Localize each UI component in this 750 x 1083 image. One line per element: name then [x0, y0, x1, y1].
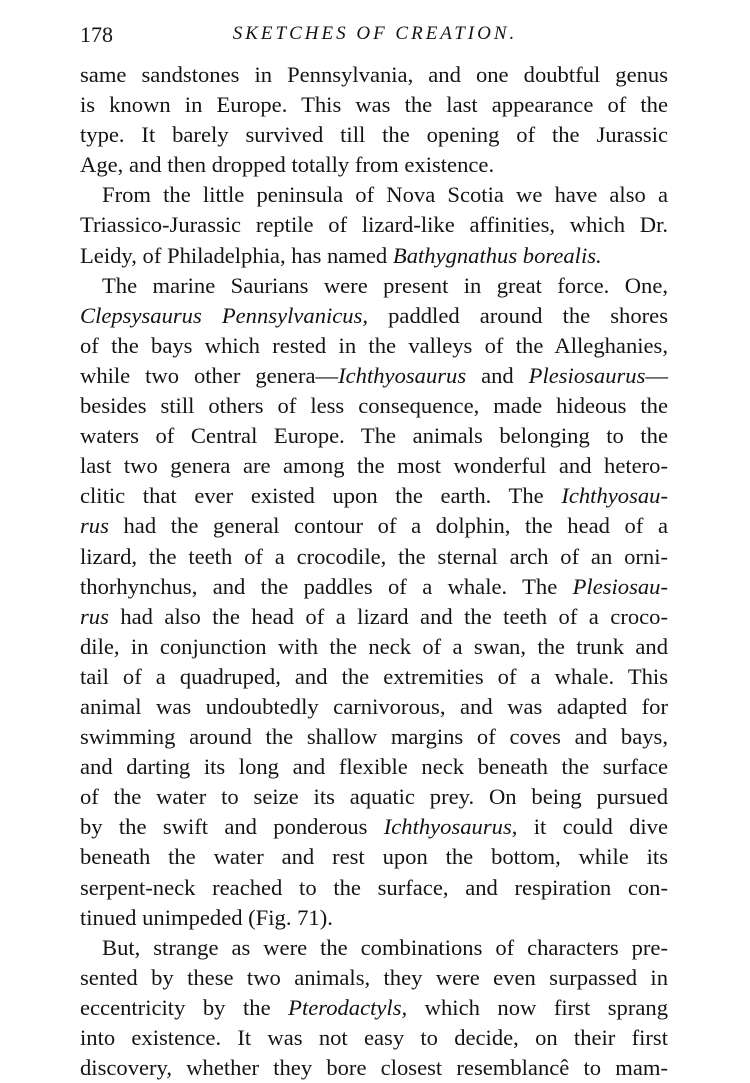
text-line [80, 812, 668, 842]
text-run: lizard, the teeth of a crocodile, the sternal arch of an orni- [80, 543, 668, 569]
text-run: Triassico-Jurassic reptile of lizard-like affinities, which Dr. [80, 212, 668, 238]
running-title: SKETCHES OF CREATION. [232, 23, 518, 44]
text-run: and [466, 362, 529, 388]
page-header [80, 22, 670, 52]
text-run: Leidy, of Philadelphia, has named [80, 242, 393, 268]
text-line [80, 692, 668, 722]
text-run: swimming around the shallow margins of coves and bays, [80, 724, 668, 750]
text-line [80, 963, 668, 993]
text-run: had the general contour of a dolphin, the head of a [108, 513, 668, 539]
text-run: eccentricity by the [80, 994, 289, 1020]
text-run: is known in Europe. This was the last appearance of the [80, 92, 668, 118]
text-line [80, 842, 668, 872]
text-run: had also the head of a lizard and the teeth of a croco- [108, 603, 668, 629]
italic-term: Bathygnathus borealis. [392, 242, 602, 268]
body-text [80, 60, 668, 1083]
text-line [80, 993, 668, 1023]
text-line [80, 602, 668, 632]
text-run: From the little peninsula of Nova Scotia we have also a [102, 182, 668, 208]
page-number: 178 [80, 22, 113, 47]
text-line [80, 271, 668, 301]
text-run: of the water to seize its aquatic prey. On being pursued [80, 784, 668, 810]
text-run: while two other genera— [80, 362, 339, 388]
text-run: animal was undoubtedly carnivorous, and was adapted for [80, 693, 668, 719]
paragraph [80, 271, 668, 933]
text-line [80, 60, 668, 90]
text-line [80, 722, 668, 752]
italic-term: Ichthyosau- [561, 483, 668, 509]
text-run: which now first sprang [407, 994, 668, 1020]
text-line [80, 662, 668, 692]
text-run: — [645, 362, 668, 388]
text-run: The marine Saurians were present in great force. One, [102, 272, 668, 298]
text-run: tinued unimpeded (Fig. 71). [80, 904, 333, 930]
text-run: waters of Central Europe. The animals belonging to the [80, 423, 668, 449]
text-run: besides still others of less consequence, made hideous the [80, 393, 668, 419]
text-line [80, 241, 668, 271]
text-line [80, 481, 668, 511]
italic-term: rus [80, 513, 109, 539]
text-line [80, 210, 668, 240]
text-run: same sandstones in Pennsylvania, and one doubtful genus [80, 62, 668, 87]
text-line [80, 632, 668, 662]
text-line [80, 150, 668, 180]
text-run: it could dive [517, 814, 668, 840]
text-line [80, 361, 668, 391]
text-line [80, 301, 668, 331]
text-line [80, 873, 668, 903]
text-run: by the swift and ponderous [80, 814, 384, 840]
italic-term: Pterodactyls, [288, 994, 408, 1020]
text-line [80, 1053, 668, 1083]
text-line [80, 331, 668, 361]
text-run: thorhynchus, and the paddles of a whale. The [80, 573, 573, 599]
text-line [80, 90, 668, 120]
text-run: Age, and then dropped totally from existence. [80, 152, 495, 178]
italic-term: rus [80, 603, 109, 629]
text-line [80, 542, 668, 572]
italic-term: Plesiosau- [572, 573, 668, 599]
text-line [80, 1023, 668, 1053]
italic-term: Ichthyosaurus [338, 362, 467, 388]
text-run: sented by these two animals, they were even surpassed in [80, 964, 668, 990]
paragraph [80, 933, 668, 1083]
text-line [80, 451, 668, 481]
text-run: clitic that ever existed upon the earth. The [80, 483, 562, 509]
text-run: into existence. It was not easy to decide, on their first [80, 1025, 668, 1050]
italic-term: Clepsysaurus Pennsylvanicus, [80, 302, 369, 328]
text-run: discovery, whether they bore closest resemblancê to mam- [80, 1055, 668, 1081]
text-line [80, 933, 668, 963]
text-line [80, 180, 668, 210]
text-line [80, 572, 668, 602]
text-run: of the bays which rested in the valleys of the Alleghanies, [80, 332, 668, 358]
text-run: last two genera are among the most wonderful and hetero- [80, 453, 668, 479]
text-run: dile, in conjunction with the neck of a swan, the trunk and [80, 633, 668, 659]
text-run: beneath the water and rest upon the bottom, while its [80, 844, 668, 870]
text-run: paddled around the shores [368, 302, 668, 328]
text-run: serpent-neck reached to the surface, and respiration con- [80, 874, 668, 900]
paragraph [80, 60, 668, 180]
text-line [80, 903, 668, 933]
text-line [80, 120, 668, 150]
text-run: type. It barely survived till the opening of the Jurassic [80, 122, 668, 148]
italic-term: Plesiosaurus [528, 362, 646, 388]
paragraph [80, 180, 668, 270]
text-line [80, 782, 668, 812]
italic-term: Ichthyosaurus, [383, 814, 518, 840]
text-run: tail of a quadruped, and the extremities of a whale. This [80, 663, 668, 689]
text-line [80, 391, 668, 421]
text-run: and darting its long and flexible neck beneath the surface [80, 754, 668, 780]
text-run: But, strange as were the combinations of characters pre- [102, 934, 668, 960]
text-line [80, 511, 668, 541]
text-line [80, 421, 668, 451]
text-line [80, 752, 668, 782]
